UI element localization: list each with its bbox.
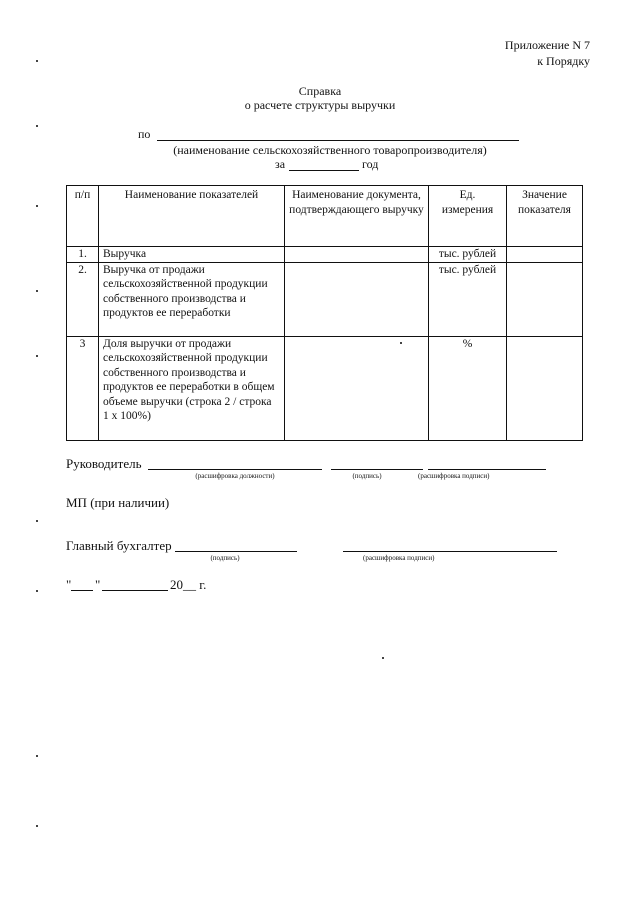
head-position-field[interactable] xyxy=(148,469,322,470)
producer-prefix: по xyxy=(138,127,151,141)
date-year: 20__ г. xyxy=(170,577,207,592)
appendix-reference: к Порядку xyxy=(537,54,590,68)
row-document-cell[interactable] xyxy=(285,247,429,263)
accountant-signature-field[interactable] xyxy=(175,551,297,552)
scan-speck xyxy=(36,590,38,592)
producer-name-field[interactable] xyxy=(157,140,519,141)
head-signature-caption: (подпись) xyxy=(352,472,382,480)
row-num: 1. xyxy=(67,247,99,263)
col-header-num: п/п xyxy=(67,186,99,247)
accountant-signature-caption: (подпись) xyxy=(210,554,240,562)
row-unit: тыс. рублей xyxy=(429,247,507,263)
table-row xyxy=(67,247,583,263)
revenue-structure-table xyxy=(66,185,583,441)
scan-speck xyxy=(36,355,38,357)
row-unit: тыс. рублей xyxy=(429,262,507,336)
scan-speck xyxy=(36,290,38,292)
scan-speck xyxy=(36,755,38,757)
col-header-document: Наименование документа, подтверждающего выручку xyxy=(285,186,429,247)
row-num: 2. xyxy=(67,262,99,336)
table-row xyxy=(67,336,583,440)
date-open-quote: " xyxy=(66,577,72,592)
head-signature-field[interactable] xyxy=(331,469,423,470)
date-month-field[interactable] xyxy=(102,590,168,591)
accountant-label: Главный бухгалтер xyxy=(66,538,172,553)
scan-speck xyxy=(36,60,38,62)
appendix-number: Приложение N 7 xyxy=(504,38,590,52)
scan-speck xyxy=(36,125,38,127)
row-document-cell[interactable] xyxy=(285,336,429,440)
row-indicator: Выручка xyxy=(99,247,285,263)
row-value-cell[interactable] xyxy=(507,336,583,440)
col-header-unit: Ед. измерения xyxy=(429,186,507,247)
row-num: 3 xyxy=(67,336,99,440)
accountant-decoding-caption: (расшифровка подписи) xyxy=(363,554,435,562)
year-field[interactable] xyxy=(289,170,359,171)
document-subtitle: о расчете структуры выручки xyxy=(244,98,396,112)
head-position-caption: (расшифровка должности) xyxy=(195,472,275,480)
row-value-cell[interactable] xyxy=(507,262,583,336)
date-day-field[interactable] xyxy=(71,590,93,591)
table-header-row xyxy=(67,186,583,247)
producer-caption: (наименование сельскохозяйственного товаропроизводителя) xyxy=(173,143,487,157)
row-document-cell[interactable] xyxy=(285,262,429,336)
stamp-label: МП (при наличии) xyxy=(66,495,170,510)
document-title: Справка xyxy=(298,84,342,98)
row-unit: % xyxy=(429,336,507,440)
date-close-quote: " xyxy=(95,577,101,592)
scan-speck xyxy=(36,520,38,522)
scan-speck xyxy=(36,825,38,827)
row-indicator: Выручка от продажи сельскохозяйственной продукции собственного производства и продуктов ее переработки xyxy=(99,262,285,336)
row-value-cell[interactable] xyxy=(507,247,583,263)
year-prefix: за xyxy=(275,157,286,171)
row-indicator: Доля выручки от продажи сельскохозяйственной продукции собственного производства и продуктов ее переработки в общем объеме выручки (строка 2 / строка 1 х 100%) xyxy=(99,336,285,440)
head-label: Руководитель xyxy=(66,456,142,471)
scan-speck xyxy=(400,342,402,344)
scan-speck xyxy=(382,657,384,659)
year-suffix: год xyxy=(362,157,379,171)
head-decoding-caption: (расшифровка подписи) xyxy=(418,472,490,480)
col-header-indicator: Наименование показателей xyxy=(99,186,285,247)
accountant-decoding-field[interactable] xyxy=(343,551,557,552)
head-decoding-field[interactable] xyxy=(428,469,546,470)
scan-speck xyxy=(36,205,38,207)
col-header-value: Значение показателя xyxy=(507,186,583,247)
table-row xyxy=(67,262,583,336)
